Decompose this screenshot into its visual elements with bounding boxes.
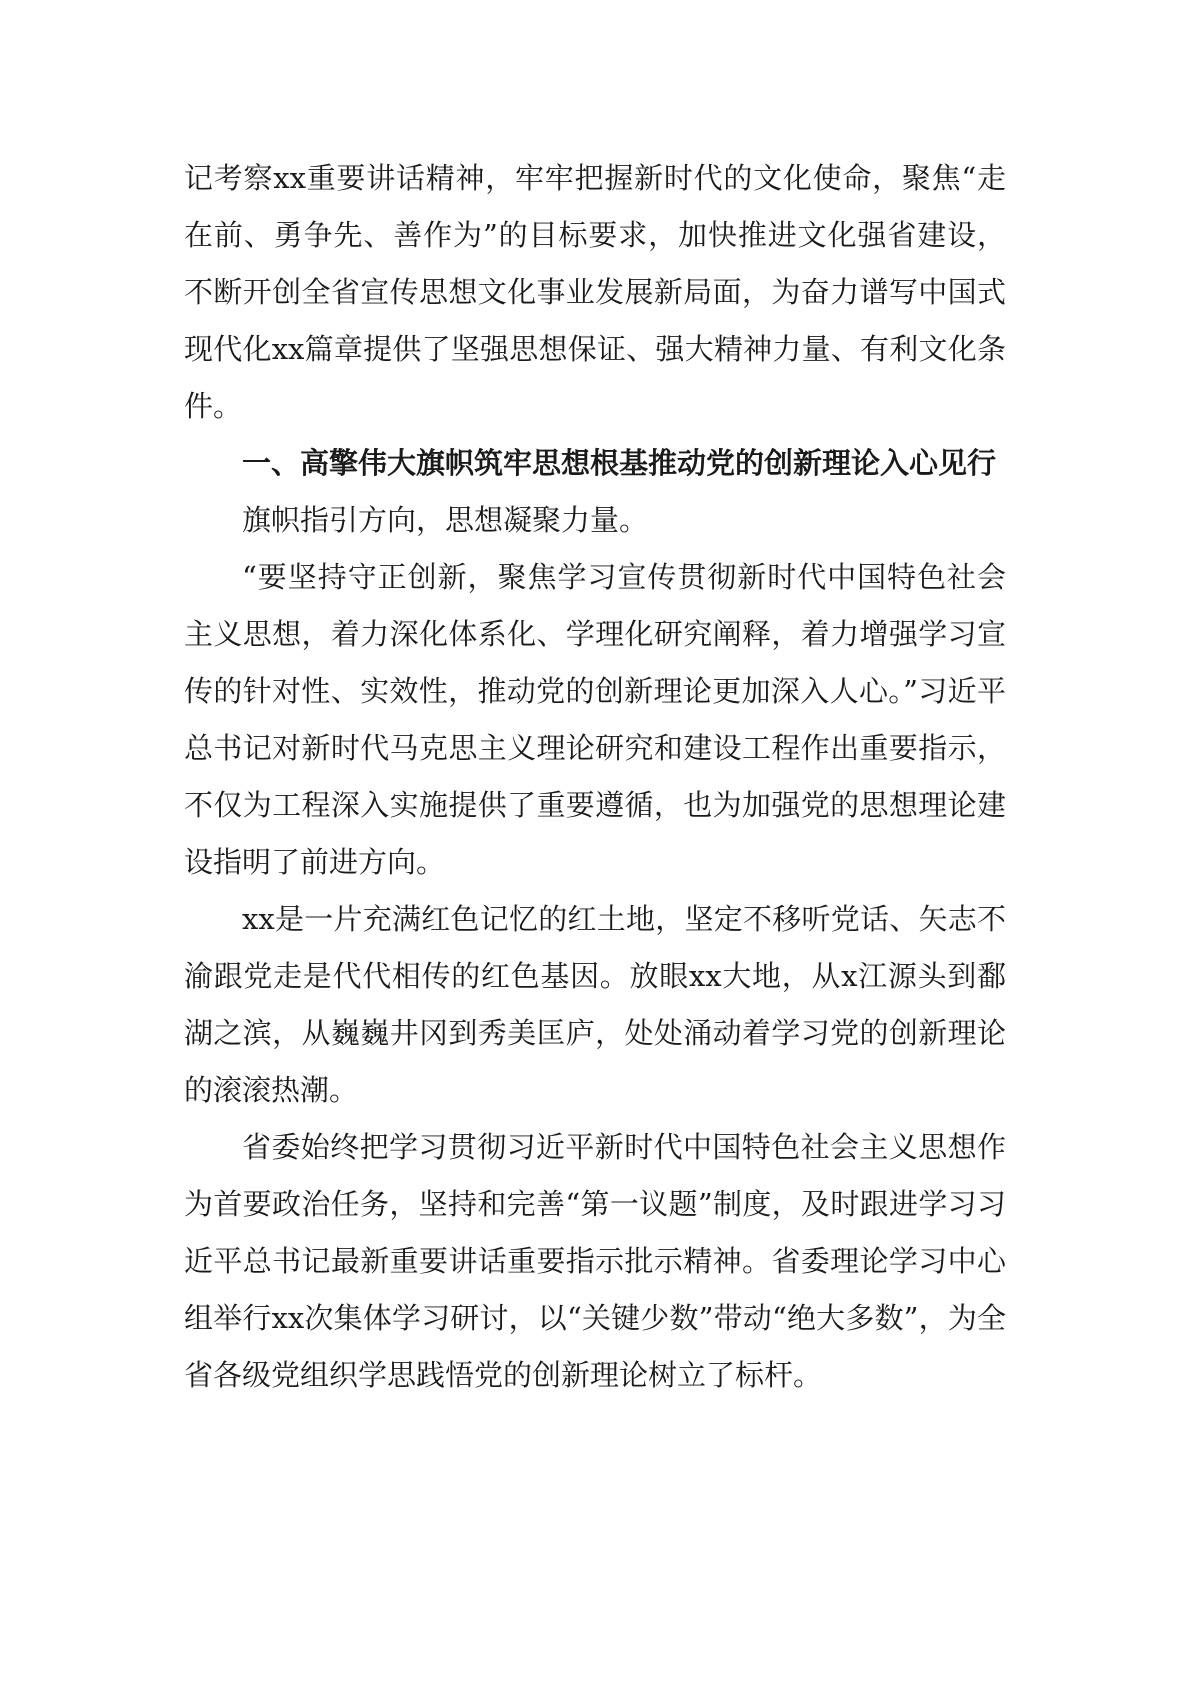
document-body	[184, 150, 1006, 1404]
paragraph: “要坚持守正创新，聚焦学习宣传贯彻新时代中国特色社会主义思想，着力深化体系化、学理化研究阐释，着力增强学习宣传的针对性、实效性，推动党的创新理论更加深入人心。”习近平总书记对新时代马克思主义理论研究和建设工程作出重要指示，不仅为工程深入实施提供了重要遵循，也为加强党的思想理论建设指明了前进方向。	[184, 560, 1006, 879]
section-heading: 一、高擎伟大旗帜筑牢思想根基推动党的创新理论入心见行	[242, 446, 997, 480]
paragraph-continued: 记考察xx重要讲话精神，牢牢把握新时代的文化使命，聚焦“走在前、勇争先、善作为”的目标要求，加快推进文化强省建设，不断开创全省宣传思想文化事业发展新局面，为奋力谱写中国式现代化xx篇章提供了坚强思想保证、强大精神力量、有利文化条件。	[184, 161, 1006, 423]
paragraph: xx是一片充满红色记忆的红土地，坚定不移听党话、矢志不渝跟党走是代代相传的红色基因。放眼xx大地，从x江源头到鄱湖之滨，从巍巍井冈到秀美匡庐，处处涌动着学习党的创新理论的滚滚热潮。	[184, 902, 1006, 1107]
paragraph: 省委始终把学习贯彻习近平新时代中国特色社会主义思想作为首要政治任务，坚持和完善“第一议题”制度，及时跟进学习习近平总书记最新重要讲话重要指示批示精神。省委理论学习中心组举行xx次集体学习研讨，以“关键少数”带动“绝大多数”，为全省各级党组织学思践悟党的创新理论树立了标杆。	[184, 1130, 1006, 1392]
paragraph: 旗帜指引方向，思想凝聚力量。	[242, 503, 649, 537]
